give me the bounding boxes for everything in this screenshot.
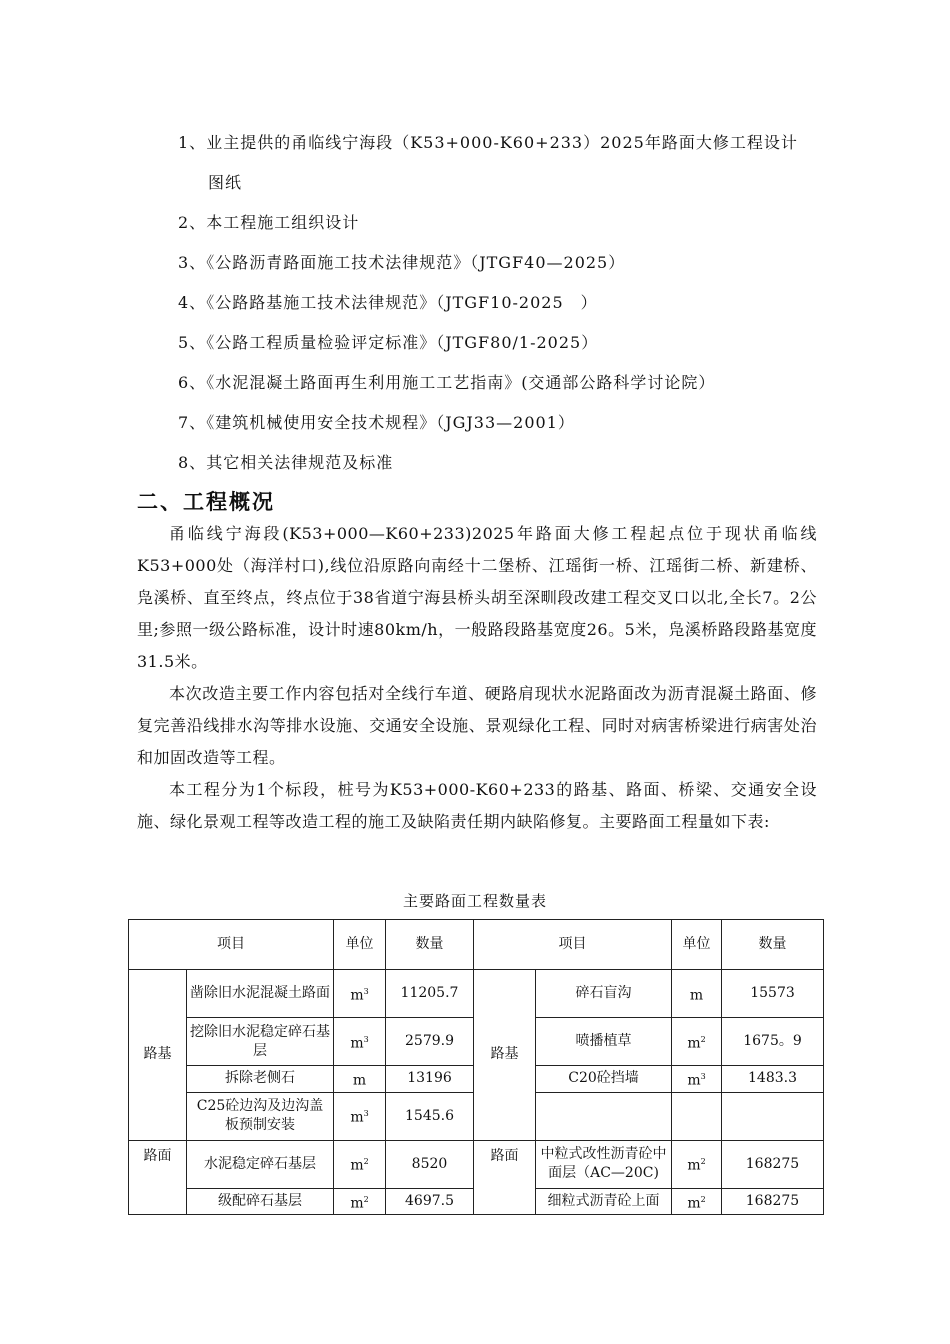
item-qty: 1545.6	[386, 1092, 474, 1140]
section-body	[137, 518, 817, 838]
group-pavement: 路面	[474, 1140, 536, 1215]
list-item: 5、《公路工程质量检验评定标准》（JTGF80/1-2025）	[178, 333, 599, 352]
empty-cell	[672, 1092, 722, 1140]
list-item-continuation: 图纸	[208, 173, 243, 192]
paragraph: 甬临线宁海段(K53+000—K60+233)2025年路面大修工程起点位于现状甬临线K53+000处（海洋村口),线位沿原路向南经十二堡桥、江瑶街一桥、江瑶街二桥、新建桥、凫溪桥、直至终点，终点位于38省道宁海县桥头胡至深甽段改建工程交叉口以北,全长7。2公里;参照一级公路标准，设计时速80km/h，一般路段路基宽度26。5米，凫溪桥路段路基宽度31.5米。	[137, 524, 817, 671]
item-qty: 168275	[722, 1188, 824, 1215]
item-unit: m	[672, 970, 722, 1018]
list-item: 1、业主提供的甬临线宁海段（K53+000-K60+233）2025年路面大修工程设计	[178, 133, 798, 152]
header-qty: 数量	[722, 920, 824, 970]
item-name: 凿除旧水泥混凝土路面	[187, 970, 334, 1018]
item-name: 喷播植草	[536, 1018, 672, 1066]
item-name: 碎石盲沟	[536, 970, 672, 1018]
item-qty: 168275	[722, 1140, 824, 1188]
item-name: 挖除旧水泥稳定碎石基层	[187, 1018, 334, 1066]
empty-cell	[722, 1092, 824, 1140]
item-name: 拆除老侧石	[187, 1066, 334, 1093]
item-qty: 2579.9	[386, 1018, 474, 1066]
paragraph: 本工程分为1个标段，桩号为K53+000-K60+233的路基、路面、桥梁、交通安全设施、绿化景观工程等改造工程的施工及缺陷责任期内缺陷修复。主要路面工程量如下表:	[137, 780, 817, 831]
group-subgrade: 路基	[129, 970, 187, 1141]
item-unit: $m^3$	[672, 1066, 722, 1093]
list-item: 4、《公路路基施工技术法律规范》（JTGF10-2025 ）	[178, 293, 598, 312]
group-subgrade: 路基	[474, 970, 536, 1141]
item-name: C25砼边沟及边沟盖板预制安装	[187, 1092, 334, 1140]
quantity-table	[128, 919, 824, 1215]
item-unit: $m^3$	[334, 1018, 386, 1066]
item-qty: 1483.3	[722, 1066, 824, 1093]
item-name: 中粒式改性沥青砼中面层（AC—20C)	[536, 1140, 672, 1188]
list-item: 2、本工程施工组织设计	[178, 213, 360, 232]
item-unit: m	[334, 1066, 386, 1093]
item-unit: $m^2$	[334, 1188, 386, 1215]
item-qty: 4697.5	[386, 1188, 474, 1215]
group-pavement: 路面	[129, 1140, 187, 1215]
item-unit: $m^2$	[672, 1188, 722, 1215]
item-unit: $m^2$	[672, 1140, 722, 1188]
item-qty: 1675。9	[722, 1018, 824, 1066]
header-unit: 单位	[672, 920, 722, 970]
item-qty: 13196	[386, 1066, 474, 1093]
item-name: 水泥稳定碎石基层	[187, 1140, 334, 1188]
item-name: C20砼挡墙	[536, 1066, 672, 1093]
table-row	[129, 970, 824, 1018]
item-name: 细粒式沥青砼上面	[536, 1188, 672, 1215]
item-unit: $m^3$	[334, 970, 386, 1018]
item-unit: $m^3$	[334, 1092, 386, 1140]
header-item: 项目	[129, 920, 334, 970]
item-unit: $m^2$	[672, 1018, 722, 1066]
item-qty: 11205.7	[386, 970, 474, 1018]
header-qty: 数量	[386, 920, 474, 970]
item-unit: $m^2$	[334, 1140, 386, 1188]
list-item: 6、《水泥混凝土路面再生利用施工工艺指南》(交通部公路科学讨论院）	[178, 373, 716, 392]
paragraph: 本次改造主要工作内容包括对全线行车道、硬路肩现状水泥路面改为沥青混凝土路面、修复完善沿线排水沟等排水设施、交通安全设施、景观绿化工程、同时对病害桥梁进行病害处治和加固改造等工程。	[137, 684, 817, 767]
table-row	[129, 1140, 824, 1188]
empty-cell	[536, 1092, 672, 1140]
header-item: 项目	[474, 920, 672, 970]
table-header-row	[129, 920, 824, 970]
section-heading: 二、工程概况	[137, 490, 275, 514]
item-qty: 8520	[386, 1140, 474, 1188]
list-item: 8、其它相关法律规范及标准	[178, 453, 394, 472]
table-caption: 主要路面工程数量表	[402, 892, 547, 910]
list-item: 3、《公路沥青路面施工技术法律规范》（JTGF40—2025）	[178, 253, 626, 272]
item-name: 级配碎石基层	[187, 1188, 334, 1215]
item-qty: 15573	[722, 970, 824, 1018]
list-item: 7、《建筑机械使用安全技术规程》（JGJ33—2001）	[178, 413, 575, 432]
header-unit: 单位	[334, 920, 386, 970]
